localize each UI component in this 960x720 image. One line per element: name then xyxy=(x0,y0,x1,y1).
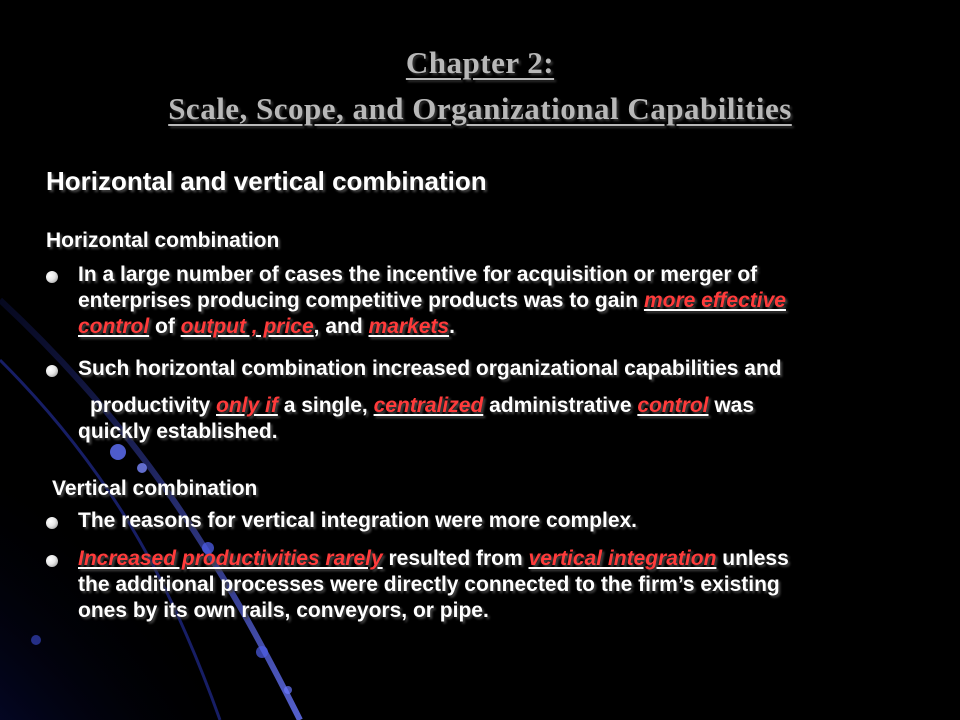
bullet-dot xyxy=(46,271,58,283)
highlight-text: centralized xyxy=(373,394,484,417)
title-line-1: Chapter 2: xyxy=(405,45,555,80)
title-line-2: Scale, Scope, and Organizational Capabilities xyxy=(168,91,792,126)
horizontal-bullet-2-continued xyxy=(78,393,958,445)
highlight-text: more effective xyxy=(643,289,786,312)
bullet-text: of xyxy=(149,315,181,338)
glow-dot xyxy=(284,686,292,694)
horizontal-subheading: Horizontal combination xyxy=(46,229,280,252)
bullet-dot xyxy=(46,517,58,529)
bullet-dot xyxy=(46,365,58,377)
highlight-text: Increased productivities rarely xyxy=(78,547,383,570)
glow-dot xyxy=(110,444,126,460)
bullet-text: resulted from xyxy=(382,547,529,570)
vertical-bullet-2 xyxy=(78,546,958,624)
highlight-text: control xyxy=(637,394,709,417)
highlight-text: vertical integration xyxy=(528,547,717,570)
bullet-dot xyxy=(46,555,58,567)
bullet-text: ones by its own rails, conveyors, or pipe. xyxy=(78,599,489,622)
bullet-text: In a large number of cases the incentive for acquisition or merger of xyxy=(78,263,758,286)
glow-dot xyxy=(256,646,268,658)
bullet-text: , and xyxy=(313,315,369,338)
horizontal-bullet-1 xyxy=(78,262,958,340)
bullet-text: The reasons for vertical integration were more complex. xyxy=(78,509,638,532)
bullet-text: administrative xyxy=(483,394,638,417)
bullet-text: unless xyxy=(716,547,789,570)
section-heading: Horizontal and vertical combination xyxy=(46,166,487,196)
bullet-text: the additional processes were directly connected to the firm’s existing xyxy=(78,573,780,596)
glow-dot xyxy=(137,463,147,473)
bullet-text: . xyxy=(449,315,455,338)
glow-dot xyxy=(31,635,41,645)
slide-title xyxy=(0,40,960,132)
bullet-text: enterprises producing competitive products was to gain xyxy=(78,289,644,312)
highlight-text: control xyxy=(78,315,150,338)
bullet-text: quickly established. xyxy=(78,420,278,443)
bullet-text: was xyxy=(708,394,755,417)
highlight-text: markets xyxy=(368,315,450,338)
vertical-bullet-1 xyxy=(78,508,958,534)
highlight-text: output , price xyxy=(180,315,314,338)
bullet-text: a single, xyxy=(277,394,374,417)
highlight-text: only if xyxy=(216,394,278,417)
bullet-text: Such horizontal combination increased organizational capabilities and xyxy=(78,357,782,380)
vertical-subheading: Vertical combination xyxy=(52,477,258,500)
bullet-text: productivity xyxy=(90,394,217,417)
horizontal-bullet-2 xyxy=(78,356,958,382)
